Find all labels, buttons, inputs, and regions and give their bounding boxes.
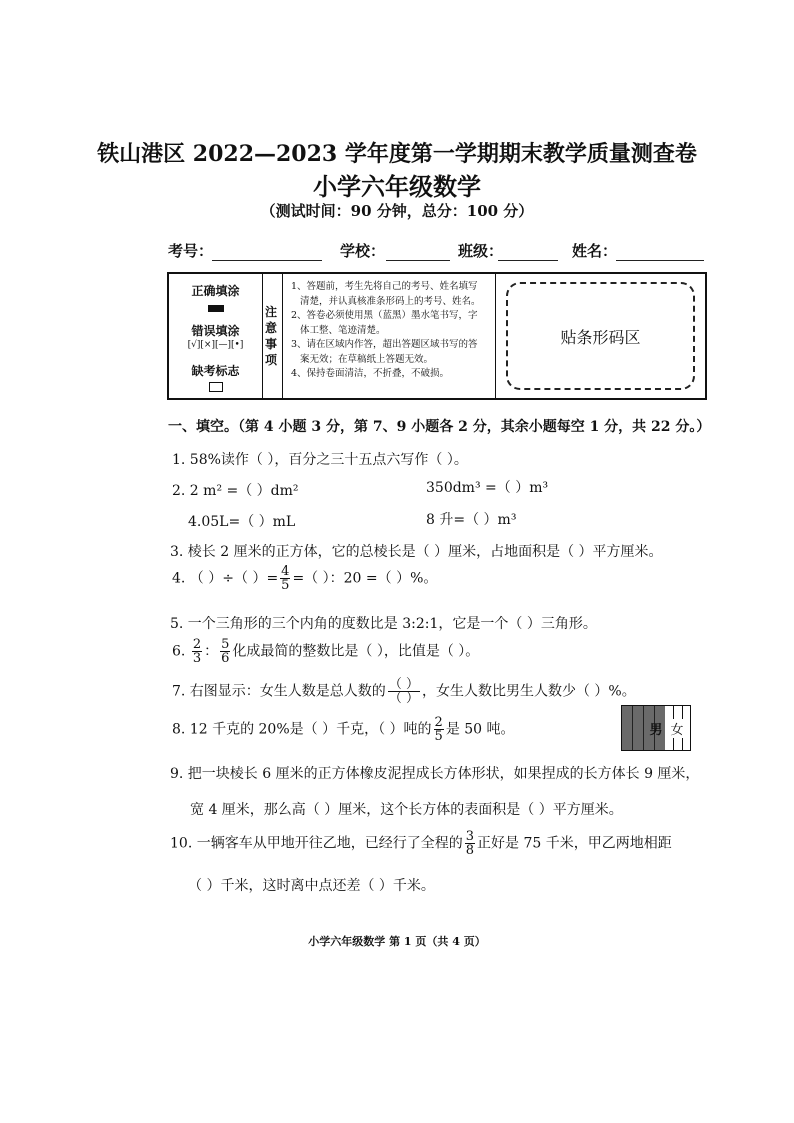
q4-text-pre: 4. （ ）÷（ ）= [172, 570, 279, 587]
barcode-area [506, 282, 695, 390]
q10-denominator: 8 [465, 843, 474, 858]
question-2c: 4.05L=（ ）mL [188, 514, 296, 530]
school-label: 学校： [340, 242, 386, 260]
note-line: 体工整、笔迹清楚。 [300, 324, 386, 336]
wrong-fill-marks: [√][×][—][•] [187, 340, 244, 350]
q7-fraction [388, 678, 420, 705]
question-5: 5. 一个三角形的三个内角的度数比是 3:2:1，它是一个（ ）三角形。 [170, 616, 597, 632]
exam-no-field[interactable] [212, 260, 322, 261]
question-7 [172, 678, 636, 705]
question-6 [172, 638, 479, 665]
q4-text-post: =（ ）：20 =（ ）%。 [292, 570, 438, 587]
notes-title-column [262, 274, 283, 398]
q7-denominator: （ ） [388, 691, 419, 706]
q8-text-pre: 8. 12 千克的 20%是（ ）千克，（ ）吨的 [172, 721, 432, 738]
class-field[interactable] [498, 260, 558, 261]
q6-fraction-1 [192, 638, 202, 665]
absent-checkbox[interactable] [209, 382, 223, 392]
note-line: 4、保持卷面清洁，不折叠，不破损。 [291, 368, 450, 379]
q10-fraction [465, 830, 475, 857]
q6-fraction-2 [220, 638, 230, 665]
correct-fill-label: 正确填涂 [191, 284, 240, 298]
question-2b: 350dm³ =（ ）m³ [426, 480, 549, 496]
q6-text-post: 化成最简的整数比是（ ），比值是（ ）。 [232, 643, 480, 660]
q8-fraction [434, 716, 444, 743]
q6-f1-denominator: 3 [192, 651, 202, 666]
q6-number: 6. [172, 643, 186, 660]
q6-f2-denominator: 6 [221, 651, 230, 666]
note-line: 1、答题前，考生先将自己的考号、姓名填写 [291, 281, 478, 292]
barcode-label: 贴条形码区 [560, 327, 641, 347]
school-field[interactable] [386, 260, 450, 261]
q10-text-pre: 10. 一辆客车从甲地开往乙地，已经行了全程的 [170, 835, 463, 852]
question-3: 3. 棱长 2 厘米的正方体，它的总棱长是（ ）厘米，占地面积是（ ）平方厘米。 [170, 544, 663, 560]
absent-label: 缺考标志 [191, 364, 240, 378]
q4-fraction [280, 565, 290, 592]
q10-text-post: 正好是 75 千米，甲乙两地相距 [477, 835, 672, 852]
q6-f2-numerator: 5 [221, 637, 230, 652]
name-field[interactable] [616, 260, 704, 261]
instruction-box [167, 272, 707, 400]
gender-ratio-figure [621, 705, 691, 751]
question-10b: （ ）千米，这时离中点还差（ ）千米。 [188, 878, 435, 894]
q8-numerator: 2 [434, 715, 443, 730]
class-label: 班级： [458, 242, 504, 260]
male-section [622, 706, 665, 750]
question-2d: 8 升=（ ）m³ [426, 512, 517, 528]
correct-fill-mark [208, 305, 224, 312]
note-line: 2、答卷必须使用黑（蓝黑）墨水笔书写，字 [291, 310, 478, 321]
q7-numerator: （ ） [388, 677, 419, 692]
question-8 [172, 716, 515, 743]
student-info-row [168, 240, 708, 266]
q6-separator: ： [204, 643, 219, 660]
q8-denominator: 5 [434, 729, 443, 744]
exam-title: 铁山港区 2022—2023 学年度第一学期期末教学质量测查卷 [97, 141, 697, 167]
notes-list [283, 274, 496, 398]
q7-text-post: ，女生人数比男生人数少（ ）%。 [421, 683, 636, 700]
wrong-fill-label: 错误填涂 [191, 324, 240, 338]
section-heading: 一、填空。（第 4 小题 3 分，第 7、9 小题各 2 分，其余小题每空 1 分，共 22 分。） [168, 419, 711, 435]
exam-subtitle: 小学六年级数学 [313, 172, 481, 201]
page-footer: 小学六年级数学 第 1 页（共 4 页） [308, 935, 486, 948]
male-label: 男 [649, 723, 663, 738]
q4-denominator: 5 [281, 578, 290, 593]
q7-text-pre: 7. 右图显示：女生人数是总人数的 [172, 683, 386, 700]
barcode-column [496, 274, 705, 398]
q4-numerator: 4 [281, 564, 290, 579]
question-4 [172, 565, 437, 592]
name-label: 姓名： [572, 242, 618, 260]
note-line: 案无效；在草稿纸上答题无效。 [300, 353, 434, 365]
question-9a: 9. 把一块棱长 6 厘米的正方体橡皮泥捏成长方体形状，如果捏成的长方体长 9 厘米， [170, 766, 700, 782]
fill-guide [169, 274, 263, 398]
note-line: 3、请在区域内作答，超出答题区域书写的答 [291, 339, 478, 350]
question-1: 1. 58%读作（ ），百分之三十五点六写作（ ）。 [172, 452, 468, 468]
female-label: 女 [671, 719, 684, 738]
question-2a: 2. 2 m² =（ ）dm² [172, 483, 299, 499]
exam-no-label: 考号： [168, 242, 214, 260]
notes-title: 注意事项 [265, 305, 278, 367]
female-section [665, 706, 691, 750]
q6-f1-numerator: 2 [192, 637, 202, 652]
exam-info: （测试时间：90 分钟，总分：100 分） [260, 202, 534, 220]
q10-numerator: 3 [465, 829, 474, 844]
question-9b: 宽 4 厘米，那么高（ ）厘米，这个长方体的表面积是（ ）平方厘米。 [190, 802, 623, 818]
question-10 [170, 830, 672, 857]
q8-text-post: 是 50 吨。 [445, 721, 515, 738]
note-line: 清楚，并认真核准条形码上的考号、姓名。 [300, 295, 481, 307]
